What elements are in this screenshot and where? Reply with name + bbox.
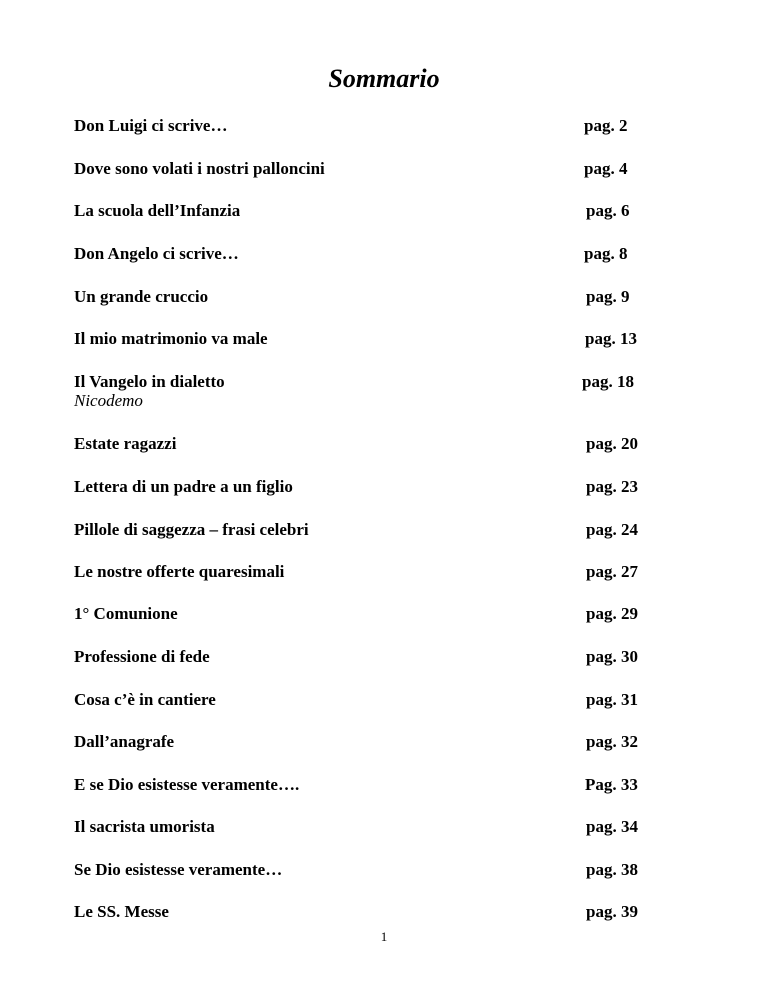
toc-entry-page: pag. 31: [586, 690, 638, 709]
toc-entry-page: pag. 38: [586, 860, 638, 879]
toc-entry: [74, 603, 674, 625]
toc-entry-page: pag. 18: [582, 372, 634, 391]
toc-entry-page: pag. 34: [586, 817, 638, 836]
toc-entry-title: 1° Comunione: [74, 604, 178, 623]
toc-entry-page: pag. 2: [584, 116, 628, 135]
toc-entry-title: Dall’anagrafe: [74, 732, 175, 751]
toc-entry-title: E se Dio esistesse veramente….: [74, 775, 300, 794]
toc-entry-page: pag. 23: [586, 477, 638, 496]
toc-entry-page: pag. 29: [586, 604, 638, 623]
toc-entry-title: Professione di fede: [74, 647, 210, 666]
toc-entry-page: pag. 8: [584, 244, 628, 263]
toc-entry-title: Il Vangelo in dialetto: [74, 372, 225, 391]
page-title: Sommario: [328, 64, 440, 93]
toc-entry-title: Il sacrista umorista: [74, 817, 215, 836]
toc-entry-page: pag. 9: [586, 287, 630, 306]
toc-entry: [74, 816, 674, 838]
toc-entry-page: pag. 32: [586, 732, 638, 751]
toc-entry-title: Pillole di saggezza – frasi celebri: [74, 520, 309, 539]
toc-entry-page: pag. 39: [586, 902, 638, 921]
toc-entry-page: pag. 13: [585, 329, 637, 348]
toc-entry-page: pag. 20: [586, 434, 638, 453]
toc-entry: [74, 519, 674, 541]
toc-entry-page: pag. 27: [586, 562, 638, 581]
toc-entry: [74, 476, 674, 498]
toc-entry: [74, 774, 674, 796]
toc-entry-subtitle: Nicodemo: [74, 391, 143, 410]
toc-entry: [74, 243, 674, 265]
toc-entry-title: Don Angelo ci scrive…: [74, 244, 239, 263]
toc-entry: [74, 859, 674, 881]
toc-entry: [74, 646, 674, 668]
toc-entry-page: Pag. 33: [585, 775, 638, 794]
toc-entry-title: Il mio matrimonio va male: [74, 329, 268, 348]
toc-entry-page: pag. 30: [586, 647, 638, 666]
page-number: 1: [380, 929, 388, 944]
toc-entry-title: Cosa c’è in cantiere: [74, 690, 216, 709]
toc-entry-title: Le nostre offerte quaresimali: [74, 562, 285, 581]
toc-entry: [74, 115, 674, 137]
toc-entry: [74, 328, 674, 350]
toc-entry-title: Le SS. Messe: [74, 902, 169, 921]
toc-entry: [74, 286, 674, 308]
toc-entry-title: Don Luigi ci scrive…: [74, 116, 228, 135]
toc-entry: [74, 561, 674, 583]
toc-entry-page: pag. 24: [586, 520, 638, 539]
table-of-contents: [74, 0, 674, 994]
toc-entry-title: Lettera di un padre a un figlio: [74, 477, 293, 496]
toc-entry-page: pag. 6: [586, 201, 630, 220]
toc-entry: [74, 200, 674, 222]
toc-entry: [74, 158, 674, 180]
toc-entry-title: La scuola dell’Infanzia: [74, 201, 241, 220]
toc-entry: [74, 433, 674, 455]
toc-entry: [74, 731, 674, 753]
toc-entry: [74, 689, 674, 711]
toc-entry-title: Dove sono volati i nostri palloncini: [74, 159, 325, 178]
toc-entry-title: Estate ragazzi: [74, 434, 177, 453]
toc-entry: [74, 371, 674, 410]
toc-entry-title: Un grande cruccio: [74, 287, 209, 306]
toc-entry: [74, 901, 674, 923]
toc-entry-title: Se Dio esistesse veramente…: [74, 860, 283, 879]
toc-entry-page: pag. 4: [584, 159, 628, 178]
